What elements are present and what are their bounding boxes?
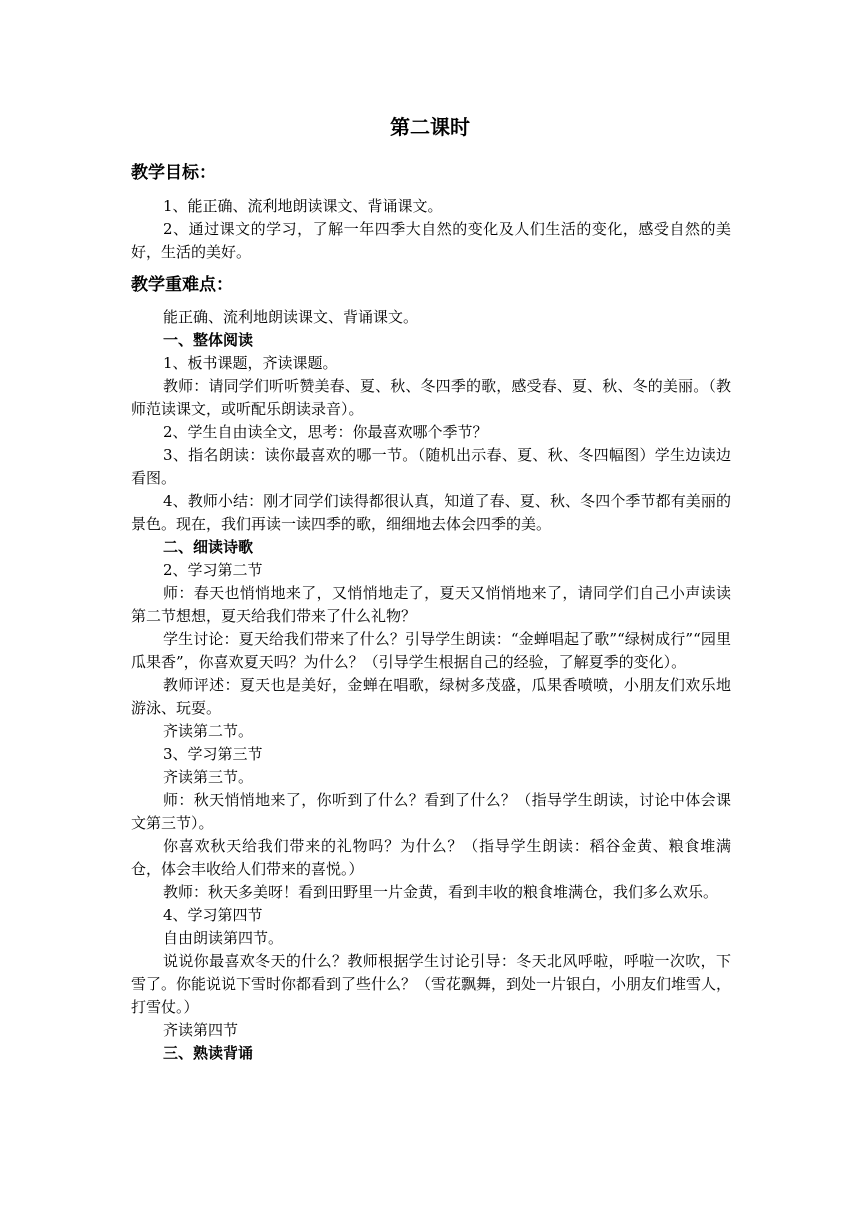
difficulties-heading: 教学重难点： bbox=[131, 275, 233, 295]
lesson-paragraph: 2、学生自由读全文，思考：你最喜欢哪个季节？ bbox=[163, 423, 488, 441]
lesson-paragraph: 3、学习第三节 bbox=[163, 745, 263, 763]
lesson-body bbox=[131, 306, 731, 1065]
objectives-list bbox=[131, 195, 731, 264]
lesson-paragraph: 教师：请同学们听听赞美春、夏、秋、冬四季的歌，感受春、夏、秋、冬的美丽。（教师范读课文，或听配乐朗读录音）。 bbox=[131, 377, 731, 418]
lesson-paragraph: 2、学习第二节 bbox=[163, 561, 263, 579]
lesson-paragraph: 齐读第二节。 bbox=[163, 722, 254, 740]
objective-item: 2、通过课文的学习，了解一年四季大自然的变化及人们生活的变化，感受自然的美好，生活的美好。 bbox=[131, 220, 731, 261]
page-title: 第二课时 bbox=[390, 115, 470, 139]
section-heading: 三、熟读背诵 bbox=[163, 1044, 254, 1062]
lesson-paragraph: 师：秋天悄悄地来了，你听到了什么？看到了什么？（指导学生朗读，讨论中体会课文第三节）。 bbox=[131, 791, 731, 832]
lesson-paragraph: 4、教师小结：刚才同学们读得都很认真，知道了春、夏、秋、冬四个季节都有美丽的景色。现在，我们再读一读四季的歌，细细地去体会四季的美。 bbox=[131, 492, 731, 533]
difficulty-text: 能正确、流利地朗读课文、背诵课文。 bbox=[163, 308, 419, 326]
lesson-paragraph: 1、板书课题，齐读课题。 bbox=[163, 354, 338, 372]
lesson-paragraph: 4、学习第四节 bbox=[163, 906, 263, 924]
objectives-heading: 教学目标： bbox=[131, 163, 216, 183]
section-heading: 二、细读诗歌 bbox=[163, 538, 254, 556]
lesson-paragraph: 师：春天也悄悄地来了，又悄悄地走了，夏天又悄悄地来了，请同学们自己小声读读第二节想想，夏天给我们带来了什么礼物？ bbox=[131, 584, 731, 625]
lesson-paragraph: 教师评述：夏天也是美好，金蝉在唱歌，绿树多茂盛，瓜果香喷喷，小朋友们欢乐地游泳、玩耍。 bbox=[131, 676, 731, 717]
lesson-paragraph: 自由朗读第四节。 bbox=[163, 929, 284, 947]
lesson-paragraph: 学生讨论：夏天给我们带来了什么？引导学生朗读：“金蝉唱起了歌”“绿树成行”“园里瓜果香”，你喜欢夏天吗？为什么？（引导学生根据自己的经验，了解夏季的变化）。 bbox=[131, 630, 731, 671]
objective-item: 1、能正确、流利地朗读课文、背诵课文。 bbox=[163, 197, 443, 215]
lesson-paragraph: 3、指名朗读：读你最喜欢的哪一节。（随机出示春、夏、秋、冬四幅图）学生边读边看图。 bbox=[131, 446, 731, 487]
section-heading: 一、整体阅读 bbox=[163, 331, 254, 349]
lesson-paragraph: 说说你最喜欢冬天的什么？教师根据学生讨论引导：冬天北风呼啦，呼啦一次吹，下雪了。你能说说下雪时你都看到了些什么？（雪花飘舞，到处一片银白，小朋友们堆雪人，打雪仗。） bbox=[131, 952, 732, 1016]
lesson-paragraph: 齐读第四节 bbox=[163, 1021, 239, 1039]
lesson-paragraph: 齐读第三节。 bbox=[163, 768, 254, 786]
lesson-paragraph: 教师：秋天多美呀！看到田野里一片金黄，看到丰收的粮食堆满仓，我们多么欢乐。 bbox=[163, 883, 719, 901]
lesson-paragraph: 你喜欢秋天给我们带来的礼物吗？为什么？（指导学生朗读：稻谷金黄、粮食堆满仓，体会丰收给人们带来的喜悦。） bbox=[131, 837, 731, 878]
